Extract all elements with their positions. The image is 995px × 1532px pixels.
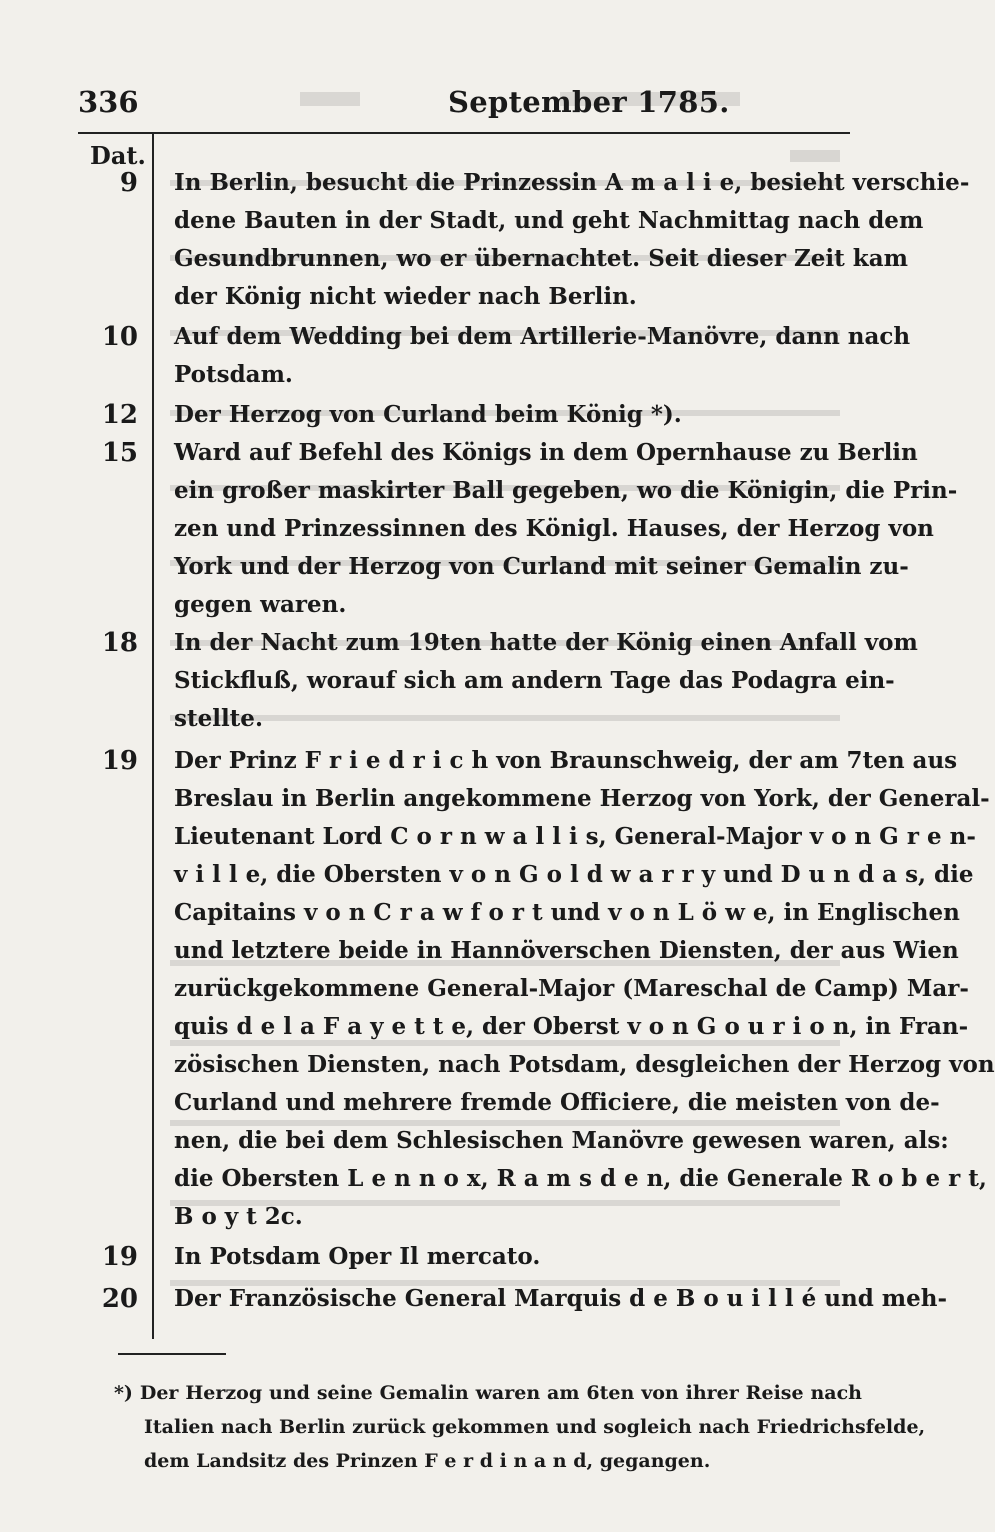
entry-line: Der Französische General Marquis d e B o u i l l é und meh- xyxy=(174,1285,948,1312)
entry-date: 18 xyxy=(101,628,138,658)
entry-line: zösischen Diensten, nach Potsdam, desgleichen der Herzog von xyxy=(174,1051,995,1078)
running-title: September 1785. xyxy=(448,85,730,119)
entry-line: B o y t 2c. xyxy=(174,1203,303,1230)
entry-line: Der Herzog von Curland beim König *). xyxy=(174,401,682,428)
entry-line: Gesundbrunnen, wo er übernachtet. Seit dieser Zeit kam xyxy=(174,245,908,272)
date-column-label: Dat. xyxy=(90,141,146,170)
entry-line: York und der Herzog von Curland mit seiner Gemalin zu- xyxy=(174,553,909,580)
entry-line: Curland und mehrere fremde Officiere, die meisten von de- xyxy=(174,1089,940,1116)
entry-line: nen, die bei dem Schlesischen Manövre gewesen waren, als: xyxy=(174,1127,949,1154)
entry-line: stellte. xyxy=(174,705,263,732)
page-header xyxy=(78,82,850,128)
entry-line: und letztere beide in Hannöverschen Diensten, der aus Wien xyxy=(174,937,959,964)
entry-line: Potsdam. xyxy=(174,361,293,388)
entry-line: zen und Prinzessinnen des Königl. Hauses, der Herzog von xyxy=(174,515,934,542)
entry-line: Lieutenant Lord C o r n w a l l i s, General-Major v o n G r e n- xyxy=(174,823,976,850)
footnote-line: dem Landsitz des Prinzen F e r d i n a n d, gegangen. xyxy=(144,1450,711,1472)
footnote-rule xyxy=(118,1353,226,1355)
entry-line: die Obersten L e n n o x, R a m s d e n, die Generale R o b e r t, xyxy=(174,1165,987,1192)
entry-line: In Potsdam Oper Il mercato. xyxy=(174,1243,541,1270)
entry-line: Stickfluß, worauf sich am andern Tage das Podagra ein- xyxy=(174,667,895,694)
entry-date: 15 xyxy=(101,438,138,468)
footnote-line: Italien nach Berlin zurück gekommen und sogleich nach Friedrichsfelde, xyxy=(144,1416,926,1438)
entry-date: 9 xyxy=(119,168,138,198)
entry-date: 10 xyxy=(101,322,138,352)
entry-line: Auf dem Wedding bei dem Artillerie-Manövre, dann nach xyxy=(174,323,911,350)
date-column-rule xyxy=(152,134,154,1339)
entry-line: In der Nacht zum 19ten hatte der König einen Anfall vom xyxy=(174,629,918,656)
entry-line: Breslau in Berlin angekommene Herzog von York, der General- xyxy=(174,785,990,812)
entry-date: 19 xyxy=(101,746,138,776)
entry-line: zurückgekommene General-Major (Mareschal de Camp) Mar- xyxy=(174,975,969,1002)
entry-line: ein großer maskirter Ball gegeben, wo die Königin, die Prin- xyxy=(174,477,958,504)
entry-line: Der Prinz F r i e d r i c h von Braunschweig, der am 7ten aus xyxy=(174,747,958,774)
entry-line: quis d e l a F a y e t t e, der Oberst v o n G o u r i o n, in Fran- xyxy=(174,1013,969,1040)
entry-line: Ward auf Befehl des Königs in dem Opernhause zu Berlin xyxy=(174,439,918,466)
entry-date: 12 xyxy=(101,400,138,430)
page-number: 336 xyxy=(78,85,139,119)
entry-date: 20 xyxy=(101,1284,138,1314)
entry-date: 19 xyxy=(101,1242,138,1272)
footnote-line: *) Der Herzog und seine Gemalin waren am 6ten von ihrer Reise nach xyxy=(114,1382,862,1404)
entry-line: In Berlin, besucht die Prinzessin A m a l i e, besieht verschie- xyxy=(174,169,970,196)
entry-line: gegen waren. xyxy=(174,591,347,618)
header-rule xyxy=(78,132,850,134)
entry-line: Capitains v o n C r a w f o r t und v o n L ö w e, in Englischen xyxy=(174,899,960,926)
entry-line: v i l l e, die Obersten v o n G o l d w a r r y und D u n d a s, die xyxy=(174,861,974,888)
entry-line: der König nicht wieder nach Berlin. xyxy=(174,283,637,310)
entry-line: dene Bauten in der Stadt, und geht Nachmittag nach dem xyxy=(174,207,924,234)
